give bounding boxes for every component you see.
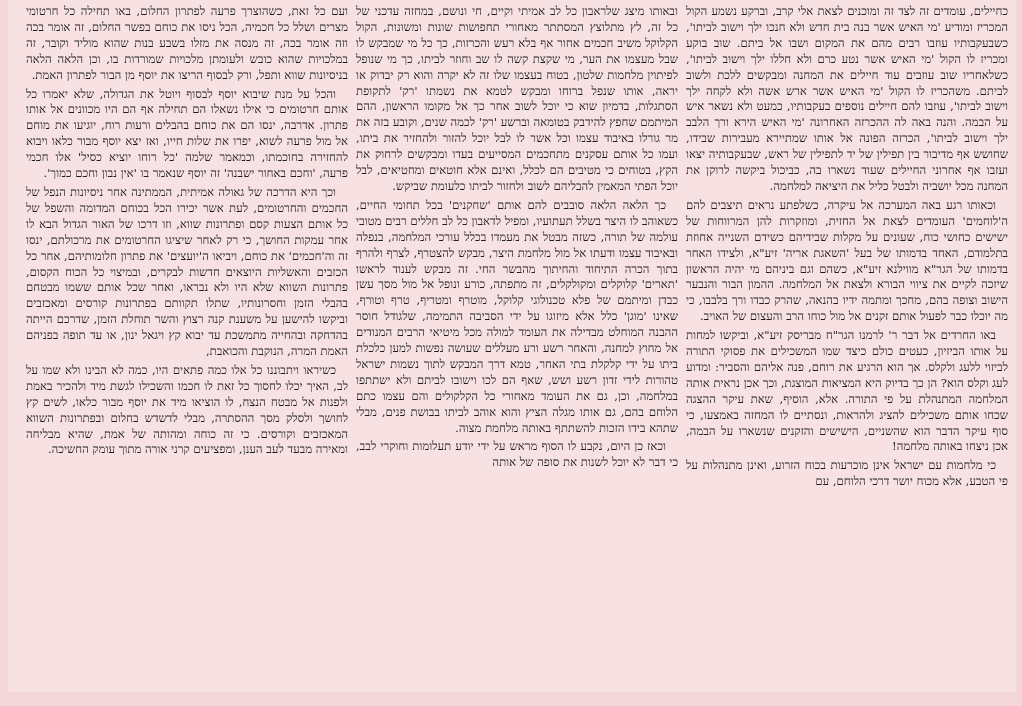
text-column-left — [26, 4, 348, 692]
paragraph: כחיילים, עומדים זה לצד זה ומוכנים לצאת אלי קרב, וברקע נשמע הקול המכריז ומודיע 'מי האיש אשר בנה בית חדש ולא חנכו ילך וישוב לביתו', כשבעקבותיו עוזבו רבים מהם את המקום ושבו אל ביתם. שוב בוקע ומכריז לו הקול 'מי האיש אשר נטע כרם ולא חללו ילך וישוב לביתו', כשלאחריו שוב עוזבים עוד חיילים את המחנה ומבקשים ללכת ולשוב לביתם. משהכריז לו הקול 'מי האיש אשר ארש אשה ולא לקחה ילך וישוב לביתו', עוזבו להם חיילים נוספים בעקבותיו, כמעט ולא נשאר איש על הבמה. והנה באה לה ההכרזה האחרונה 'מי האיש הירא ורך הלבב ילך וישוב לביתו', הכרזה הפונה אל אותו שמתיירא מעבירות שבידו, שחושש אף מדיבור בין תפילין של יד לתפילין של ראש, שבעקבותיה יצאו ועזבו אף אחרוני החיילים שעוד נשארו בה, כביכול ביקשה לרוקן את המחנה מכל יושביה ולבטל כליל את היציאה למלחמה. — [686, 4, 1008, 193]
paragraph: כשיראו ויתבוננו כל אלו כמה פתאים היו, כמה לא הבינו ולא שמו על לב, האיך יכלו לחסוך כל זאת לו חכמו והשכילו לגשת מיד ולהכיר באמת ולפנות אל מבטח הנצח, לו הוציאו מיד את יוסף מבור כלאו, לשים קץ לחושך ולסלק מסך ההסתרה, מבלי לדשדש בחלום ובפתרונות השווא המאכזבים וקורסים. כי זה כוחה ומהותה של אמת, שהיא מבליחה ומאירה מבעד לעב הענן, ומפציעים קרני אורה מתוך עומק החשיכה. — [26, 362, 348, 457]
paragraph: וכאז כן היום, נקבע לו הסוף מראש על ידי יודע תעלומות וחוקרי לבב, כי דבר לא יוכל לשנות את סופה של אותה — [356, 439, 678, 470]
paragraph: והכל על מנת שיבוא יוסף לבסוף ויוטל את הגדולה, שלא יאמרו כל אותם חרטומים כי אילו נשאלו הם תחילה אף הם היו מכוונים אל אותו פתרון. אדרבה, ינסו הם את כוחם בהבלים ורעות רוח, יוגיעו את מוחם אל מול פרעה לשוא, יפרו את שלות חייו, ואז יצא יוסף מבור כלאו ויבוא להחזירה בחוכמתו, וכמאמר שלמה 'כל רוחו יוציא כסיל' אלו חכמי פרעה, 'וחכם באחור ישבנה' זה יוסף שנאמר בו 'אין נבון וחכם כמוך'. — [26, 86, 348, 181]
text-column-middle — [356, 4, 678, 692]
paragraph: וכך היא הדרכה של גאולה אמיתית, הממתינה אחר ניסיונות הנפל של החכמים והחרטומים, לעת אשר יכירו הכל בכוחם המדומה והשפל של כל אותם הצעות קסם ופתרונות שווא, וזו דרכו של האור הגדול הבא לו אחר עמקות החושך, כי רק לאחר שיציגו החרטומים את מרכולתם, ינסו זה וה'חכמים' את כוחם, ויביאו ה'יועצים' את פתרון חלומותיהם, אחר כל הכזבים והאשליות היוצאים חדשות לבקרים, ובמיצוי כל הכוח הקסום, פתרונות השווא שלא היו ולא נבראו, ואחר שכל אותם ששמו מבטחם בהבלי הזמן וחסרונותיו, שתלו תקוותם בפתרונות קורסים ומאכזבים וביקשו להישען על משענת קנה רצוץ והשר תוחלת הזמן, שדרכם הייתה בהדחקה ובהחייה מתמשכת עד יבוא קץ ויגאל ינון, או עד תופה בפניהם האמת המרה, הנוקבת והכואבת, — [26, 184, 348, 359]
paragraph: באו החרדים אל דבר ר' לרמנו הגר"ח מבריסק זיע"א, וביקשו למחות על אותו הביזיון, כעטים כולם כיצד שמו המשכילים את פסוקי התורה לביזוי ללעג ולקלס. אך הוא הרגיע את רוחם, פנה אליהם והסביר: ומדוע לעג וקלס הוא? הן כך בדיוק היא המציאות המוצגת, וכך אכן נראית אותה המלחמה המתנהלת על פי התורה. אלא, הוסיף, שאת עיקר ההצגה שכחו אותם משכילים להציג ולהראות, ונסתיים לו המחזה באמצעו, כי סוף עיקר הדבר הוא שהשניים, הישישים והזקנים שנשארו על הבמה, אכן ניצחו באותה מלחמה! — [686, 328, 1008, 454]
paragraph: ובאותו מיצג שלראבון כל לב אמיתי וקיים, חי ונושם, במחזה עדכני של כל זה, לץ מתלוצץ המסתתר מאחורי תחפושות שונות ומשונות, הקול הקלוקל משיב חכמים אחור אף בלא רעש והכרזות, כך כל מי שמבקש לו שבל מעצמו את הער, מי שקצת קשה לו שב וחוזר לביתו, כך מי שנופל לפיתוין מלחמות שלטון, בטוח בעצמו שלו זה לא יקרה והוא רק יבדוק או יראה, אותו שנפל ברוחו ומבקש לטמא את נשמתו 'רק' לתקופת הסתגלות, בדמיון שוא כי יוכל לשוב אחר כך אל מקומו הראשון, ההם המיתמם שחפץ להידבק בטומאה וברשע 'רק' לכמה שנים, וקובע בזה את מר גורלו באיבוד עצמו וכל אשר לו לבל יוכל להזור ולהחזיר את ביתו, ועמו כל אותם עסקנים מתחכמים המסייעים בעדו ומבקשים לרחוק את הקץ, בטוחים כי מטיבים הם לכלל, ואינם אלא חוטאים ומחטיאים, לבל יוכל הפתי המאמין להבליהם לשוב ולחזור לביתו כלעומת שביקש. — [356, 4, 678, 193]
paragraph: כי מלחמות עם ישראל אינן מוכרעות בכוח הזרוע, ואינן מתנהלות על פי הטבע, אלא מכוח יושר דרכי הלוחם, עם — [686, 458, 1008, 489]
paragraph: וכאותו רגע באה המערכה אל עיקרה, כשלפתע נראים תיצבים להם ה'לוחמים' העומדים לצאת אל החזית, ומוזקרות להן המרווחות של ישישים כחושי כוח, שעונים על מקלות שבידיהם כשידם השנייה אחוזת בתלמודם, האחד בדמותו של בעל 'השאגת אריה' זיע"א, ולצידו האחר בדמותו של הגר"א מווילנא זיע"א, כשהם וגם ביניהם מי יהיה הראשון שיזכה לקיים את ציווי הבורא ולצאת אל המלחמה. ההמון הבור והנבער הישוב וצופה בהם, מחכך ומתמה ידיו בהנאה, שהרק כבדו ורך בלבבו, כי מה יוכלו כבר לפעול אותם זקנים אל מול כוחו הרב והעצום של האויב. — [686, 197, 1008, 324]
paragraph: ועם כל זאת, כשהוצרך פרעה לפתרון החלום, באו תחילה כל חרטומי מצרים ושלל כל חכמיה, הכל ניסו את כוחם בפשר החלום, זה אומר בכה וזה אומר בכה, זה מנסה את מזלו בשבע בנות שהוא מוליד וקובר, זה במלכויות שהוא כובש ולעומתן מלכויות שמורדות בו, וכן הלאה הלאה בניסיונות שווא ותפל, ורק לבסוף הריצו את יוסף מן הבור לפתרון האמת. — [26, 4, 348, 82]
paragraph: כך הלאה הלאה סובבים להם אותם 'שחקנים' בכל תחומי החיים, כשאוהב לו היצר בשלל תעתועיו, ומפיל לדאבון כל לב חללים רבים מטובי עולמה של תורה, כשזה מבטל את מעמדו בכלל עורכי המלחמה, בנפלה ובאיבוד עצמו ודעתו אל מול מלחמת היצר, מבקש להצטרף, לצרף ולהרף בתוך הכרה התיחוד והחיתוך מהבשר החי. זה מבקש לענוד לראשו 'תארים' קלוקלים ומקולקלים, זה מתפתה, כורע ונופל אל מול מסך עשן כבדן ומיתמם של פלא טכנולוגי קלוקל, מוטרף ומטריף, טרף וטורף, שאינו 'מוגן' כלל אלא מיזוגו על ידי הסביבה התמימה, שלגודל חוסר ההבנה המוחלט מבדילה את העומד למולה מכל מיטיאי הרבים המנודים אל מחוץ למחנה, והאחר רשע ורע מעללים שעושה נפשות למען כלכלת ביתו על ידי קלקלת בתי האחר, טמא דרך המבקש לתוך נשמות ישראל טהורות לידי זדון רשע ושש, שאף הם לכו וישובו לביתם ולא ישתתפו במלחמה, וכן, גם את העומד מאחורי כל הקלקולים והם עצמו כתם הלוחם בהם, גם אותו מגלה הציץ והוא אוהב לביתו בבושת פנים, מבלי שתהא בידו הזכות להשתתף באותה מלחמת מצוה. — [356, 197, 678, 435]
text-column-right — [686, 4, 1008, 692]
article-page — [8, 0, 1016, 692]
